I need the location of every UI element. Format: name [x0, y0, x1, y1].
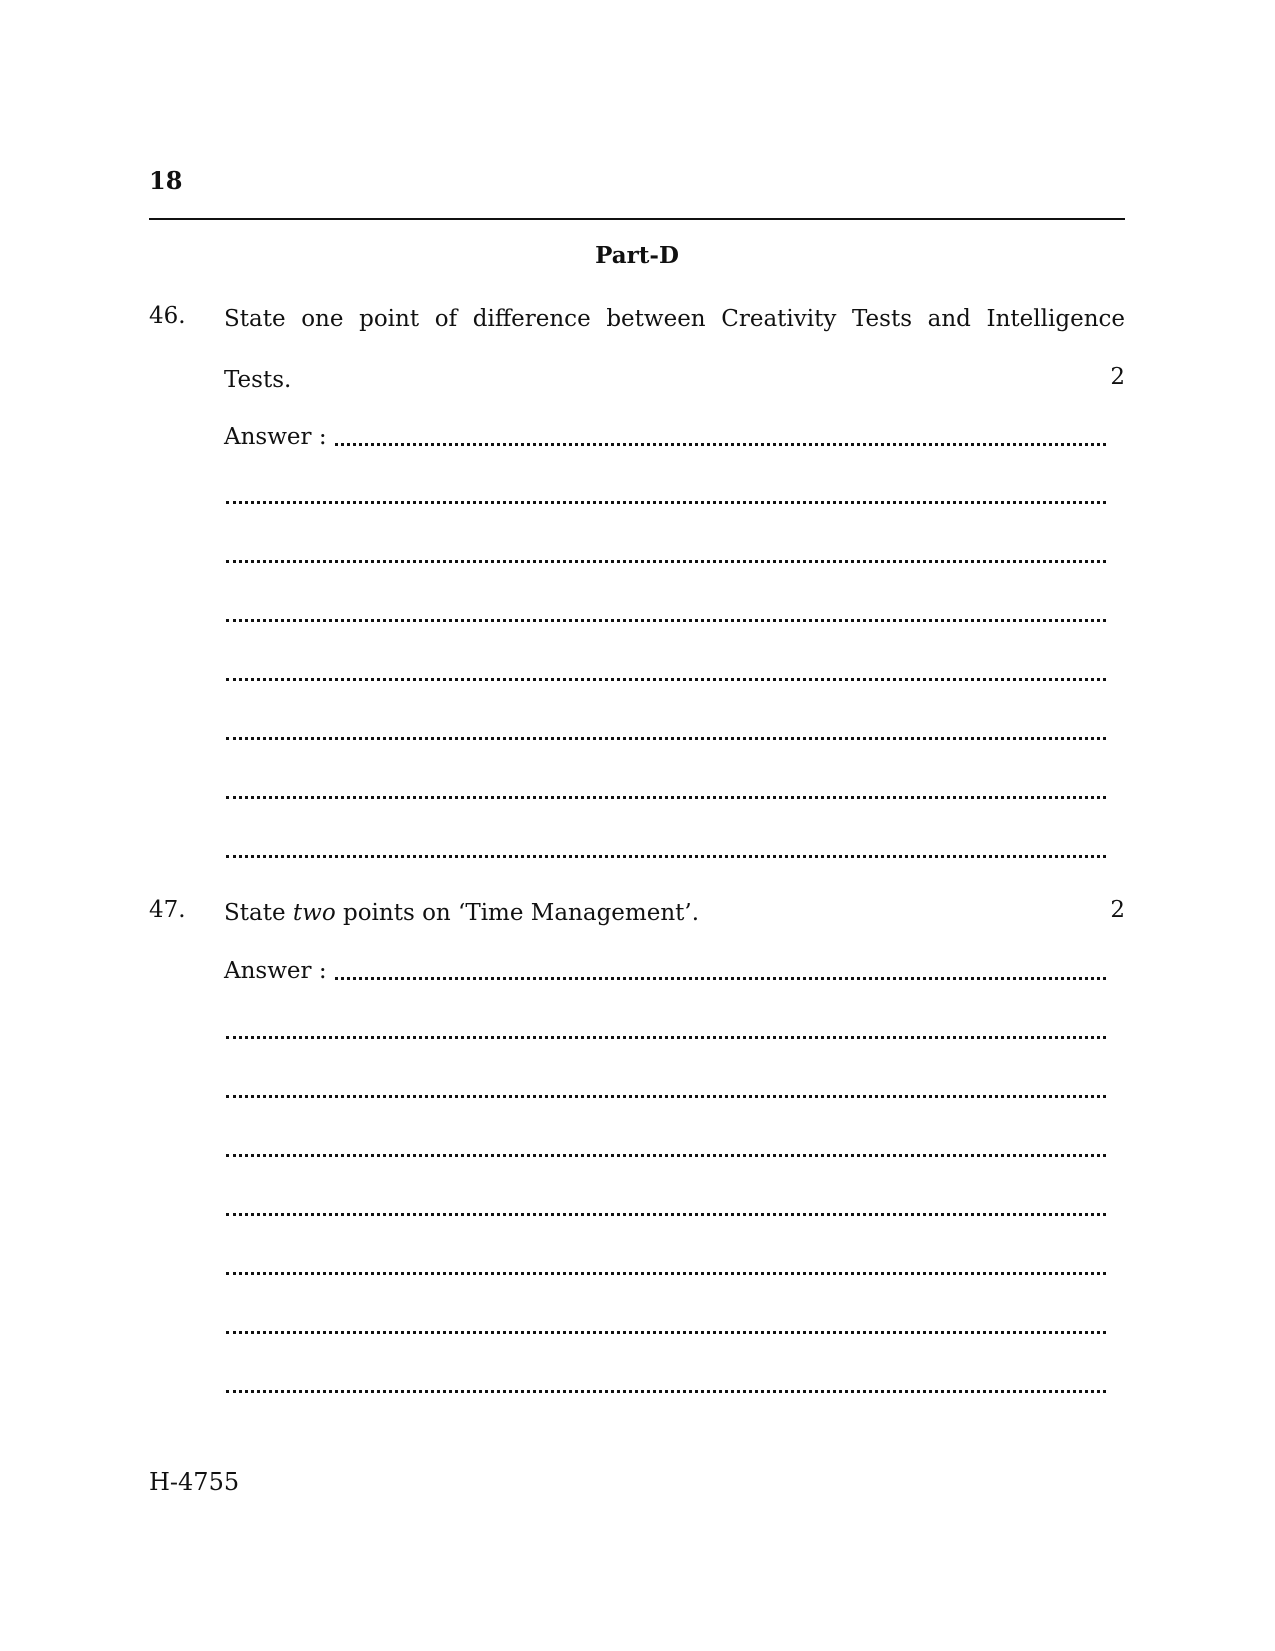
footer-code: H-4755	[149, 1468, 240, 1496]
answer-46-line[interactable]	[226, 619, 1106, 622]
answer-46-line[interactable]	[226, 737, 1106, 740]
question-47-number: 47.	[149, 897, 186, 923]
question-47-marks: 2	[1110, 897, 1125, 923]
question-46-number: 46.	[149, 303, 186, 329]
answer-47-line[interactable]	[226, 1213, 1106, 1216]
answer-46-line[interactable]	[226, 501, 1106, 504]
answer-47-line[interactable]	[226, 1331, 1106, 1334]
answer-46-line[interactable]	[226, 796, 1106, 799]
answer-47-line[interactable]	[226, 1036, 1106, 1039]
question-46-text-line2: Tests.	[224, 367, 292, 393]
question-47-text-part: State	[224, 900, 293, 926]
answer-47-line[interactable]	[226, 1095, 1106, 1098]
question-46-text-line1: State one point of difference between Creativity Tests and Intelligence	[224, 306, 1125, 332]
answer-47-line[interactable]	[226, 977, 1106, 980]
header-rule	[149, 218, 1125, 220]
answer-46-line[interactable]	[226, 855, 1106, 858]
answer-47-line[interactable]	[226, 1272, 1106, 1275]
question-47-text	[224, 897, 1125, 929]
page-number: 18	[149, 166, 183, 195]
answer-47-label: Answer :	[224, 958, 335, 984]
answer-46-line[interactable]	[226, 443, 1106, 446]
answer-46-line[interactable]	[226, 678, 1106, 681]
answer-47-line[interactable]	[226, 1154, 1106, 1157]
answer-46-label: Answer :	[224, 424, 335, 450]
answer-46-line[interactable]	[226, 560, 1106, 563]
question-47-text-italic: two	[292, 900, 336, 926]
answer-47-line[interactable]	[226, 1390, 1106, 1393]
question-47-text-part: points on ‘Time Management’.	[335, 900, 700, 926]
question-46-marks: 2	[1110, 364, 1125, 390]
section-title: Part-D	[595, 242, 679, 269]
